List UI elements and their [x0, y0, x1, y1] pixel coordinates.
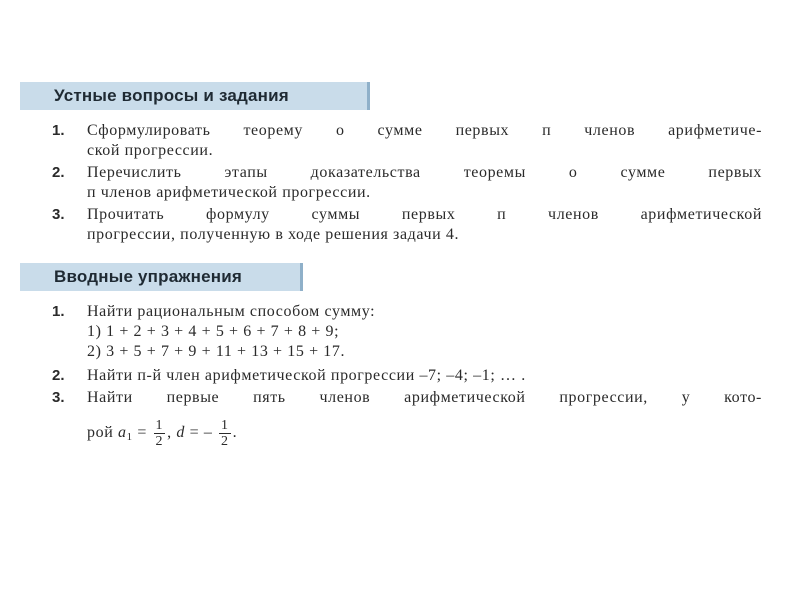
item-number: 3.: [52, 206, 65, 223]
fraction-numerator: 1: [221, 417, 229, 433]
item-number: 1.: [52, 122, 65, 139]
formula-line: [87, 416, 762, 450]
item-text-line: Сформулировать теорему о сумме первых п членов арифметиче-: [87, 122, 762, 139]
item-number: 1.: [52, 303, 65, 320]
fraction-one-half-negative: [219, 418, 231, 449]
fraction-numerator: 1: [155, 417, 164, 433]
a-subscript: 1: [126, 431, 133, 443]
period: .: [232, 424, 238, 441]
formula-prefix: рой: [87, 424, 114, 441]
sum-expression-1: 1) 1 + 2 + 3 + 4 + 5 + 6 + 7 + 8 + 9;: [87, 323, 340, 340]
item-text-line: Прочитать формулу суммы первых п членов арифметической: [87, 206, 762, 223]
item-text-line: Найти первые пять членов арифметической прогрессии, у кото-: [87, 389, 762, 406]
oral-questions-heading: Устные вопросы и задания: [20, 82, 370, 110]
item-text-line: Найти п-й член арифметической прогрессии –7; –4; –1; … .: [87, 367, 526, 384]
fraction-denominator: 2: [221, 433, 229, 449]
item-number: 2.: [52, 164, 65, 181]
equals-minus-sign: = –: [189, 424, 213, 441]
intro-exercises-heading: Вводные упражнения: [20, 263, 303, 291]
comma: ,: [167, 424, 172, 441]
sum-expression-2: 2) 3 + 5 + 7 + 9 + 11 + 13 + 15 + 17.: [87, 343, 346, 360]
item-text-line: прогрессии, полученную в ходе решения задачи 4.: [87, 226, 460, 243]
fraction-one-half: [154, 418, 166, 449]
item-text-line: ской прогрессии.: [87, 142, 214, 159]
item-number: 3.: [52, 389, 65, 406]
equals-sign: =: [137, 424, 147, 441]
item-number: 2.: [52, 367, 65, 384]
item-text-line: п членов арифметической прогрессии.: [87, 184, 371, 201]
d-variable: d: [176, 424, 185, 441]
a-variable: a: [117, 424, 127, 441]
item-text-line: Перечислить этапы доказательства теоремы о сумме первых: [87, 164, 762, 181]
item-text-line: Найти рациональным способом сумму:: [87, 303, 376, 320]
fraction-denominator: 2: [155, 433, 164, 449]
